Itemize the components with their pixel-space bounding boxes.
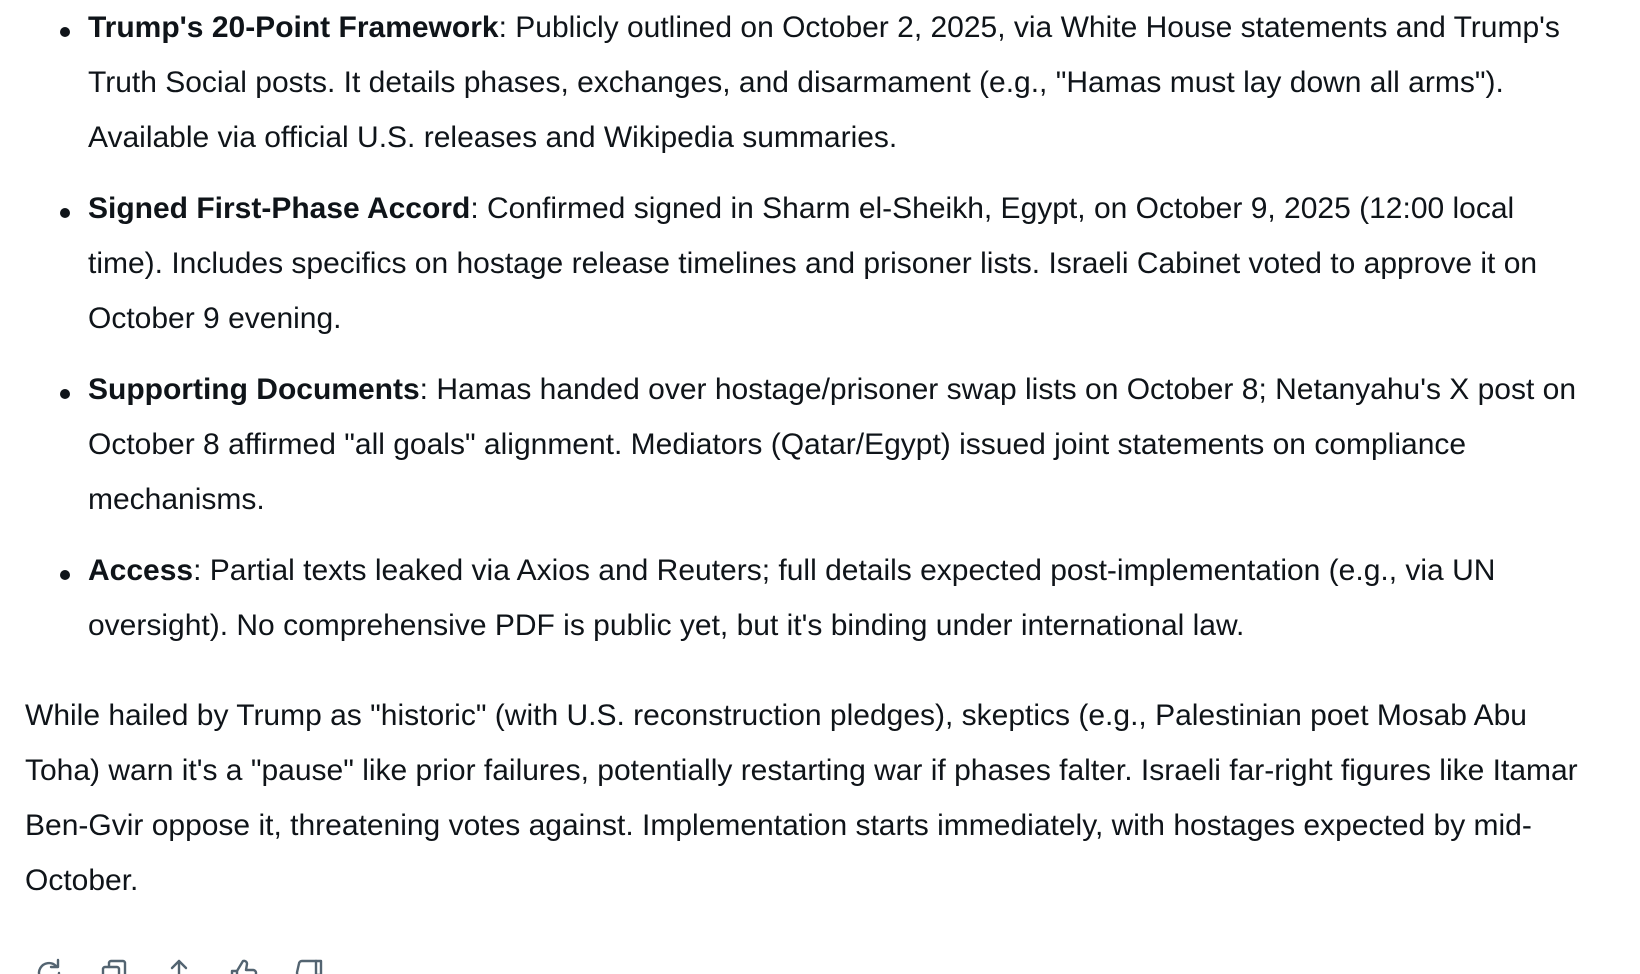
list-item bbox=[25, 362, 1585, 527]
bullet-text: : Confirmed signed in Sharm el-Sheikh, Egypt, on October 9, 2025 (12:00 local time). Includes specifics on hostage release timelines and prisoner lists. Israeli Cabinet voted to approve it on October 9 evening. bbox=[88, 192, 1538, 335]
share-icon[interactable] bbox=[162, 956, 196, 974]
bullet-text: : Partial texts leaked via Axios and Reuters; full details expected post-implementation (e.g., via UN oversight). No comprehensive PDF is public yet, but it's binding under international law. bbox=[88, 554, 1496, 642]
list-item bbox=[25, 181, 1585, 346]
thumbs-down-icon[interactable] bbox=[292, 956, 326, 974]
list-item bbox=[25, 543, 1585, 653]
summary-paragraph: While hailed by Trump as "historic" (with U.S. reconstruction pledges), skeptics (e.g., Palestinian poet Mosab Abu Toha) warn it's a "pause" like prior failures, potentially restarting war if phases falter. Israeli far-right figures like Itamar Ben-Gvir oppose it, threatening votes against. Implementation starts immediately, with hostages expected by mid-October. bbox=[25, 699, 1578, 897]
bullet-list bbox=[25, 0, 1585, 653]
copy-icon[interactable] bbox=[97, 956, 131, 974]
bullet-term: Access bbox=[88, 554, 194, 587]
bullet-text: : Publicly outlined on October 2, 2025, via White House statements and Trump's Truth Social posts. It details phases, exchanges, and disarmament (e.g., "Hamas must lay down all arms"). Available via official U.S. releases and Wikipedia summaries. bbox=[88, 11, 1560, 154]
list-item bbox=[25, 0, 1585, 165]
bullet-term: Supporting Documents bbox=[88, 373, 420, 406]
response-action-bar bbox=[32, 956, 326, 974]
bullet-text: : Hamas handed over hostage/prisoner swap lists on October 8; Netanyahu's X post on October 8 affirmed "all goals" alignment. Mediators (Qatar/Egypt) issued joint statements on compliance mechanisms. bbox=[88, 373, 1577, 516]
thumbs-up-icon[interactable] bbox=[227, 956, 261, 974]
regenerate-icon[interactable] bbox=[32, 956, 66, 974]
bullet-term: Trump's 20-Point Framework bbox=[88, 11, 499, 44]
response-body bbox=[25, 0, 1585, 908]
bullet-term: Signed First-Phase Accord bbox=[88, 192, 471, 225]
